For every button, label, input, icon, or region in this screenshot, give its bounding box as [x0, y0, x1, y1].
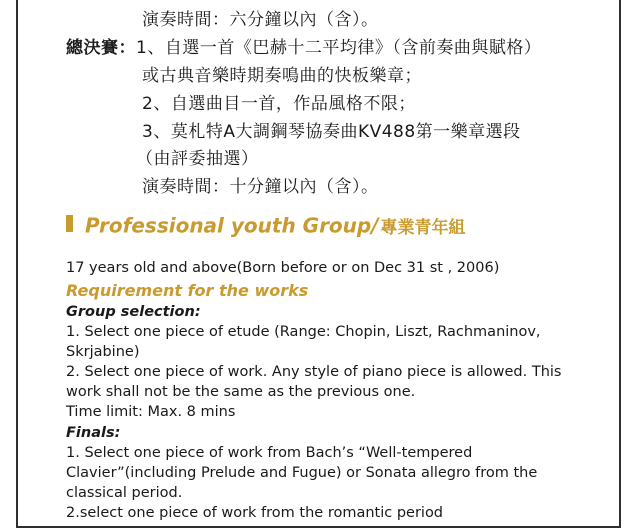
prelim-time-text: 演奏時間：六分鐘以內（含）。	[142, 10, 379, 30]
finals-item-1-cn: 1、自選一首《巴赫十二平均律》（含前奏曲與賦格）	[136, 38, 542, 58]
gs-item-2-line-1: 2. Select one piece of work. Any style of piano piece is allowed. This	[66, 364, 562, 380]
requirement-heading: Requirement for the works	[66, 281, 309, 300]
gs-time-limit: Time limit: Max. 8 mins	[66, 404, 236, 420]
finals-item-1-cont-cn: 或古典音樂時期奏鳴曲的快板樂章；	[142, 66, 422, 86]
finals-item-2-cn: 2、自選曲目一首，作品風格不限；	[142, 94, 416, 114]
section-heading	[66, 213, 466, 243]
gs-item-1-line-1: 1. Select one piece of etude (Range: Chopin, Liszt, Rachmaninov,	[66, 324, 541, 340]
f-item-1-line-3: classical period.	[66, 485, 183, 501]
finals-item-3-cont-cn: （由評委抽選）	[136, 149, 259, 169]
gs-item-1-line-2: Skrjabine)	[66, 344, 140, 360]
finals-time-cn: 演奏時間：十分鐘以內（含）。	[142, 177, 379, 197]
gs-item-2-line-2: work shall not be the same as the previous one.	[66, 384, 416, 400]
f-item-2-partial: 2.select one piece of work from the romantic period	[66, 505, 444, 521]
age-requirement: 17 years old and above(Born before or on Dec 31 st , 2006)	[66, 260, 500, 276]
finals-label-en: Finals:	[66, 425, 121, 441]
f-item-1-line-2: Clavier”(including Prelude and Fugue) or Sonata allegro from the	[66, 465, 538, 481]
finals-label-cn: 總決賽：	[66, 38, 136, 58]
f-item-1-line-1: 1. Select one piece of work from Bach’s “Well-tempered	[66, 445, 473, 461]
section-title-cn: 專業青年組	[380, 218, 466, 238]
finals-item-3-cn: 3、莫札特A大調鋼琴協奏曲KV488第一樂章選段	[142, 122, 521, 142]
section-title-en: Professional youth Group/	[85, 213, 379, 238]
group-selection-label: Group selection:	[66, 304, 201, 320]
finals-row-1	[66, 37, 541, 59]
heading-bar-icon	[66, 215, 73, 232]
